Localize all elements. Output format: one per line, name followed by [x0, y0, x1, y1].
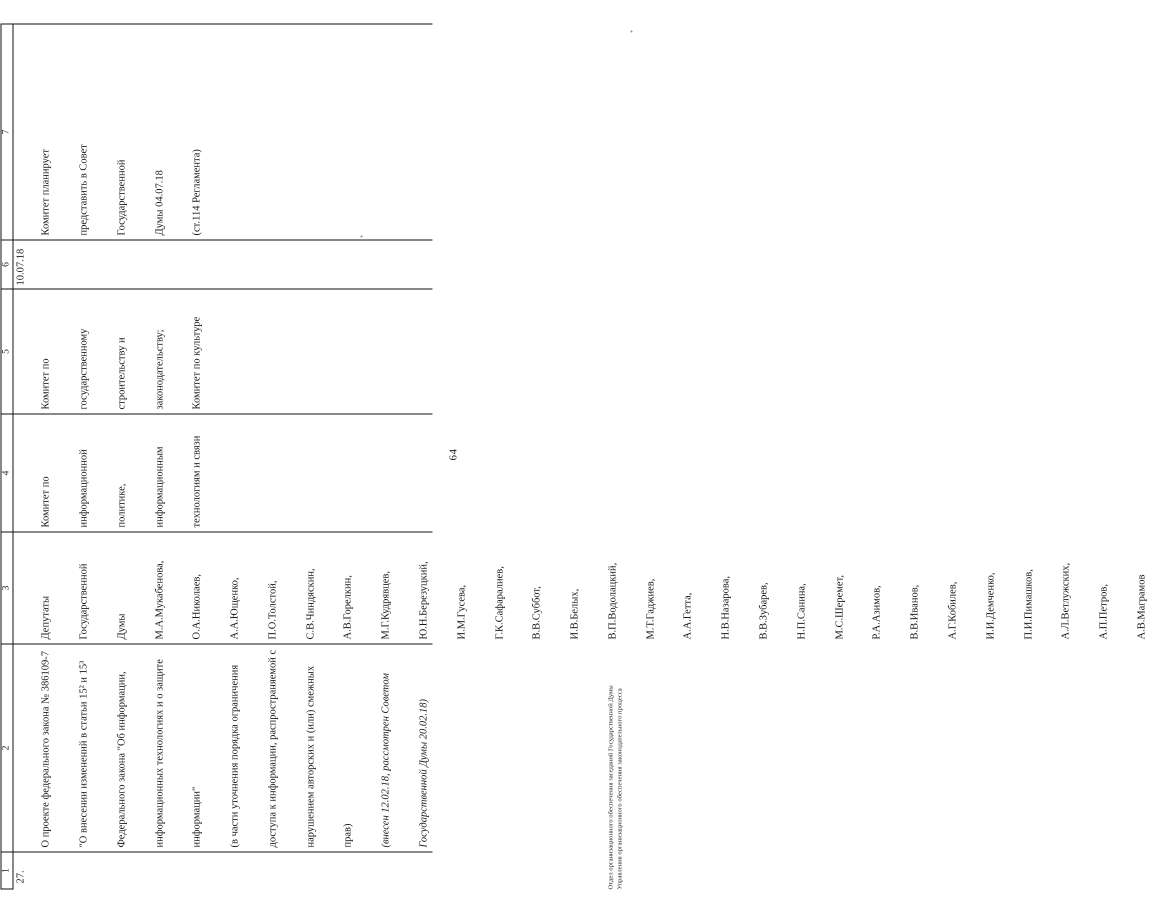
note-cell: [15, 25, 229, 235]
author-line: А.В.Горелкин,: [342, 574, 354, 639]
bill-title-line: информации": [191, 786, 203, 847]
column-number-7: 7: [1, 129, 11, 134]
author-line: П.О.Толстой,: [266, 580, 278, 639]
author-line: А.П.Петров,: [1098, 583, 1110, 639]
author-line: М.Т.Гаджиев,: [644, 578, 656, 639]
column-number-5: 5: [1, 348, 11, 354]
scan-speck: [360, 235, 362, 237]
author-line: М.А.Мукабенова,: [153, 560, 165, 639]
bill-title-line: "О внесении изменений в статьи 15² и 15³: [77, 660, 89, 847]
col-divider-3: [0, 531, 432, 532]
col-divider-2: [0, 643, 432, 644]
committee-line: политике,: [115, 483, 127, 527]
co-executor-line: Комитет по: [40, 357, 52, 409]
row-number: 27.: [15, 869, 26, 883]
author-line: М.С.Шеремет,: [833, 574, 845, 639]
page-number: 64: [447, 448, 459, 460]
footer: [606, 685, 624, 889]
author-line: В.В.Суббот,: [531, 585, 543, 639]
committee-line: технологиям и связи: [191, 435, 203, 527]
note-line: Государственной: [115, 159, 127, 235]
author-line: Р.А.Азимов,: [871, 584, 883, 639]
author-line: Думы: [115, 613, 127, 639]
author-line: В.В.Зубарев,: [758, 581, 770, 639]
author-line: А.Л.Ветлужских,: [1060, 562, 1072, 639]
committee-line: Комитет по: [40, 475, 52, 527]
authors-cell: [15, 533, 1174, 639]
bill-title-line: доступа к информации, распространяемой с: [266, 649, 278, 847]
author-line: Н.В.Назарова,: [720, 575, 732, 639]
author-line: Г.К.Сафаралиев,: [493, 565, 505, 639]
author-line: И.М.Гусева,: [455, 584, 467, 639]
author-line: А.А.Гетта,: [682, 592, 694, 639]
bill-title-cell: [15, 645, 456, 847]
bill-title-line: информационных технологиях и о защите: [153, 658, 165, 847]
bill-title-line: (в части уточнения порядка ограничения: [229, 664, 241, 847]
author-line: И.В.Белых,: [569, 588, 581, 639]
footer-line: Управления организационного обеспечения законодательного процесса: [616, 687, 623, 889]
table-right-border: [0, 23, 432, 24]
bill-title-line: Федерального закона "Об информации,: [115, 670, 127, 847]
col-divider-1: [0, 851, 432, 852]
col-divider-6: [0, 239, 432, 240]
author-line: А.Г.Кобилев,: [946, 581, 958, 639]
bill-title-line: нарушением авторских и (или) смежных: [304, 665, 316, 847]
author-line: Н.П.Санина,: [795, 582, 807, 639]
author-line: Депутаты: [40, 595, 52, 639]
col-divider-5: [0, 288, 432, 289]
co-executor-line: строительству и: [115, 336, 127, 409]
co-executor-line: Комитет по культуре: [191, 316, 203, 409]
bill-title-line: О проекте федерального закона № 386109-7: [40, 650, 52, 847]
column-number-3: 3: [1, 585, 11, 590]
column-number-1: 1: [1, 867, 11, 873]
committee-line: информационной: [77, 448, 89, 527]
author-line: О.А.Николаев,: [191, 573, 203, 639]
author-line: Государственной: [77, 563, 89, 639]
column-number-4: 4: [1, 470, 11, 475]
author-line: С.В.Чиндяскин,: [304, 567, 316, 639]
bill-note-line: Государственной Думы 20.02.18): [418, 698, 429, 847]
responsible-committee-cell: [15, 415, 229, 527]
committee-line: информационным: [153, 445, 165, 527]
co-executor-committees-cell: [15, 290, 229, 409]
date-cell: 10.07.18: [15, 248, 26, 285]
footer-line: Отдел организационного обеспечения заседаний Государственной Думы: [607, 684, 614, 889]
col-divider-4: [0, 413, 432, 414]
column-number-2: 2: [1, 745, 11, 750]
author-line: А.А.Ющенко,: [229, 576, 241, 639]
co-executor-line: законодательству;: [153, 328, 165, 409]
author-line: Ю.Н.Березуцкий,: [418, 560, 429, 639]
scan-speck: [630, 30, 632, 32]
author-line: В.П.Водолацкий,: [606, 562, 618, 639]
author-line: В.В.Иванов,: [909, 584, 921, 639]
note-line: (ст.114 Регламента): [191, 148, 203, 235]
author-line: И.И.Демченко,: [984, 571, 996, 639]
note-line: Комитет планирует: [40, 148, 52, 235]
author-line: М.Г.Кудрявцев,: [380, 570, 392, 639]
author-line: А.В.Маграмов: [1135, 574, 1147, 639]
co-executor-line: государственному: [77, 328, 89, 409]
bill-title-line: прав): [342, 823, 354, 847]
note-line: Думы 04.07.18: [153, 169, 165, 235]
author-line: П.И.Пимашков,: [1022, 568, 1034, 639]
bill-note-line: (внесен 12.02.18, рассмотрен Советом: [380, 672, 392, 847]
column-number-6: 6: [1, 261, 11, 267]
note-line: представить в Совет: [77, 143, 89, 235]
